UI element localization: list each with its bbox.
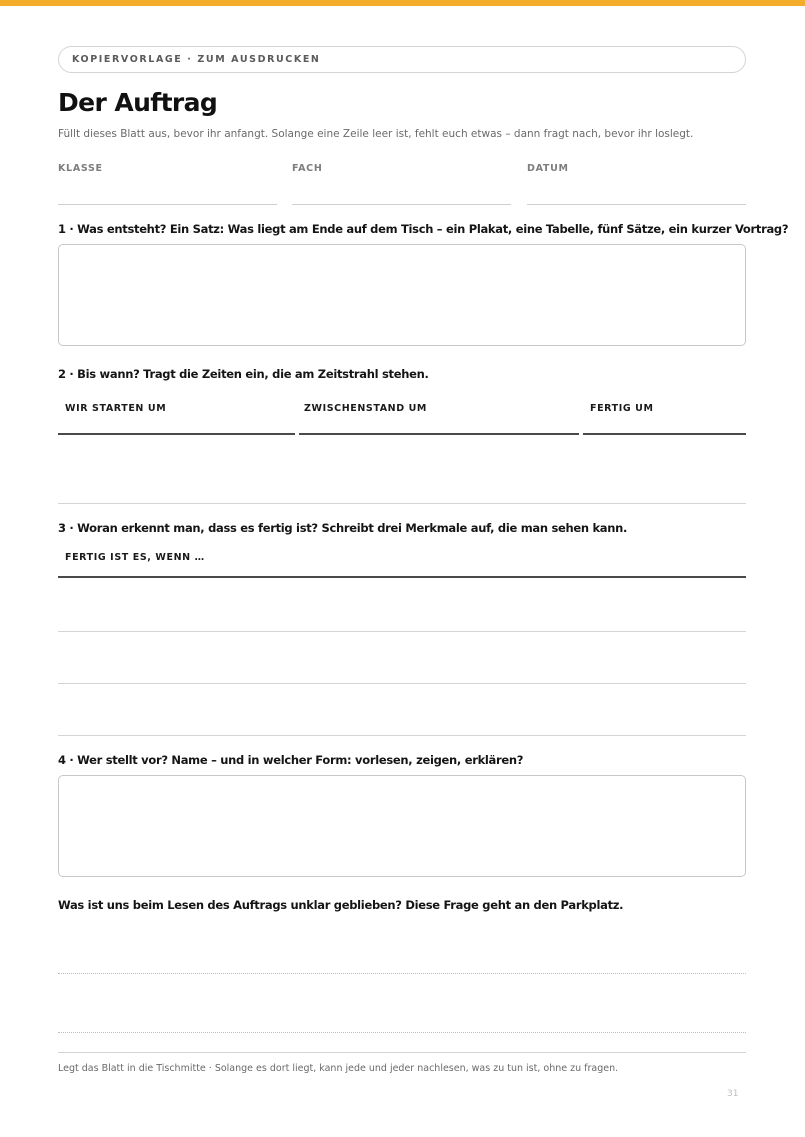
field-fach[interactable] <box>292 163 511 205</box>
question-3: 3 · Woran erkennt man, dass es fertig ist? Schreibt drei Merkmale auf, die man sehen kann. <box>58 521 628 535</box>
page-subtitle: Füllt dieses Blatt aus, bevor ihr anfangt. Solange eine Zeile leer ist, fehlt euch etwas – dann fragt nach, bevor ihr loslegt. <box>58 128 694 140</box>
question-2: 2 · Bis wann? Tragt die Zeiten ein, die am Zeitstrahl stehen. <box>58 367 429 381</box>
page-title: Der Auftrag <box>58 88 218 117</box>
field-klasse[interactable] <box>58 163 277 205</box>
column-separator <box>579 433 583 436</box>
field-klasse-label: KLASSE <box>58 163 103 174</box>
column-zwischenstand: ZWISCHENSTAND UM <box>304 403 427 414</box>
column-separator <box>295 433 299 436</box>
field-fach-label: FACH <box>292 163 323 174</box>
page-number: 31 <box>727 1089 739 1099</box>
criteria-header-rule <box>58 576 746 578</box>
field-datum-label: DATUM <box>527 163 569 174</box>
answer-box-4[interactable] <box>58 775 746 877</box>
time-entry-line[interactable] <box>58 503 746 504</box>
accent-bar <box>0 0 805 6</box>
column-start: WIR STARTEN UM <box>65 403 167 414</box>
table-header-rule <box>58 433 746 435</box>
parking-line-1[interactable] <box>58 973 746 974</box>
question-4: 4 · Wer stellt vor? Name – und in welcher Form: vorlesen, zeigen, erklären? <box>58 753 524 767</box>
parking-line-2[interactable] <box>58 1032 746 1033</box>
criteria-line-3[interactable] <box>58 735 746 736</box>
footer-divider <box>58 1052 746 1053</box>
field-datum[interactable] <box>527 163 746 205</box>
header-tag-text: KOPIERVORLAGE · ZUM AUSDRUCKEN <box>72 54 321 65</box>
criteria-label: FERTIG IST ES, WENN … <box>65 552 205 563</box>
question-5: Was ist uns beim Lesen des Auftrags unklar geblieben? Diese Frage geht an den Parkplatz. <box>58 898 624 912</box>
criteria-line-2[interactable] <box>58 683 746 684</box>
question-1: 1 · Was entsteht? Ein Satz: Was liegt am Ende auf dem Tisch – ein Plakat, eine Tabelle, fünf Sätze, ein kurzer Vortrag? <box>58 222 789 236</box>
answer-box-1[interactable] <box>58 244 746 346</box>
column-fertig: FERTIG UM <box>590 403 654 414</box>
footer-note: Legt das Blatt in die Tischmitte · Solange es dort liegt, kann jede und jeder nachlesen, was zu tun ist, ohne zu fragen. <box>58 1063 619 1074</box>
header-tag <box>58 46 746 73</box>
criteria-line-1[interactable] <box>58 631 746 632</box>
